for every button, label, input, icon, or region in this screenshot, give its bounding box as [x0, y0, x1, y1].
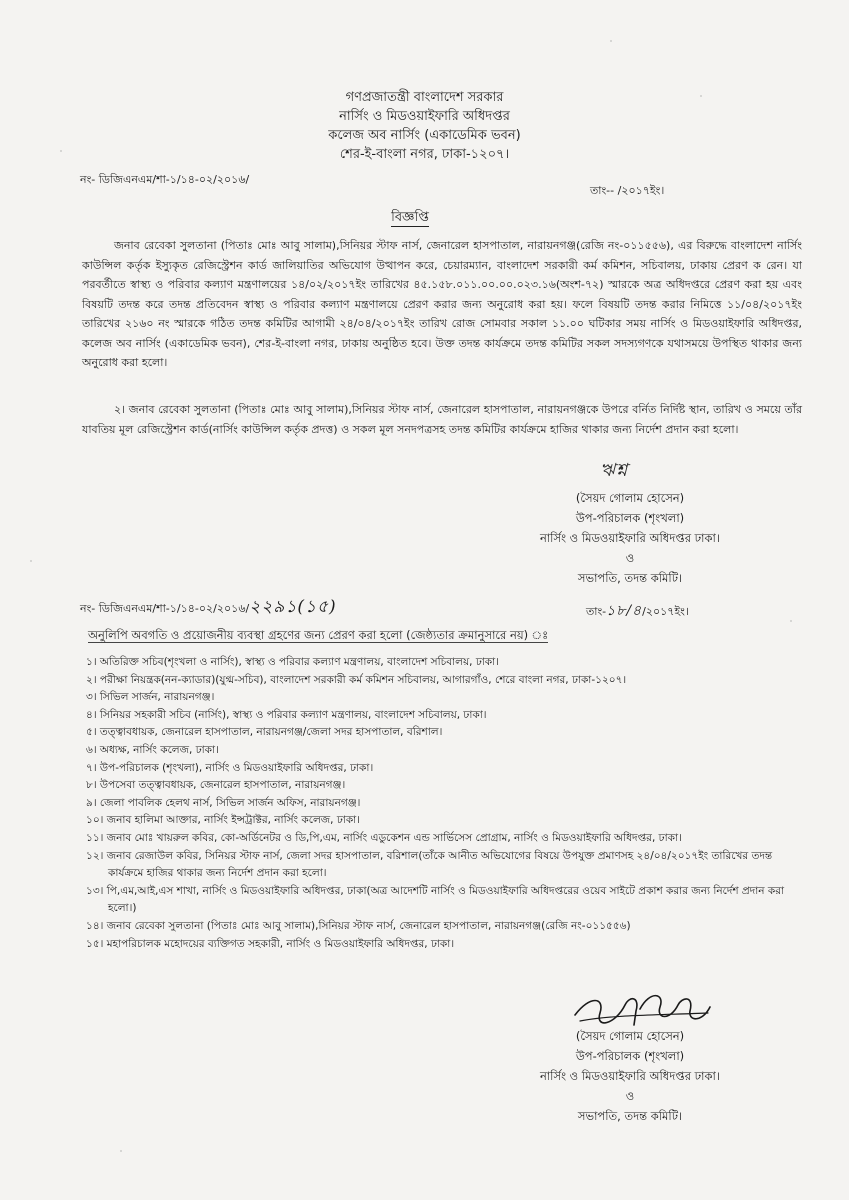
list-item: ১২। জনাব রেজাউল কবির, সিনিয়র স্টাফ নার্স, জেলা সদর হাসপাতাল, বরিশাল(তাঁকে আনীত অভিযোগের বিষয়ে উপযুক্ত প্রমাণসহ ২৪/০৪/২০১৭ইং তারিখের তদন্ত কার্যক্রমে হাজির থাকার জন্য নির্দেশ প্রদান করা হলো। — [86, 849, 773, 880]
copy-heading — [88, 627, 548, 646]
signatory-role: সভাপতি, তদন্ত কমিটি। — [577, 1109, 683, 1123]
signatory-role: সভাপতি, তদন্ত কমিটি। — [577, 571, 683, 585]
scan-speck — [790, 620, 792, 622]
signatory-office: নার্সিং ও মিডওয়াইফারি অধিদপ্তর ঢাকা। — [539, 1069, 721, 1083]
signatory-and: ও — [625, 1089, 635, 1103]
list-item: ৫। তত্ত্বাবধায়ক, জেনারেল হাসপাতাল, নারায়নগঞ্জ/জেলা সদর হাসপাতাল, বরিশাল। — [86, 726, 443, 739]
body-paragraph-1: জনাব রেবেকা সুলতানা (পিতাঃ মোঃ আবু সালাম),সিনিয়র স্টাফ নার্স, জেনারেল হাসপাতাল, নারায়নগঞ্জ(রেজি নং-০১১৫৫৬), এর বিরুদ্ধে বাংলাদেশ নার্সিং কাউন্সিল কর্তৃক ইস্যুকৃত রেজিস্ট্রেশন কার্ড জালিয়াতির অভিযোগ উত্থাপন করে, চেয়ারম্যান, বাংলাদেশ সরকারী কর্ম কমিশন, সচিবালয়, ঢাকায় প্রেরণ ক রেন। যা পরবর্তীতে স্বাস্থ্য ও পরিবার কল্যাণ মন্ত্রণালয়ের ১৪/০২/২০১৭ইং তারিখের ৪৫.১৫৮.০১১.০০.০০.০২৩.১৬(অংশ-৭২) স্মারকে অত্র অধিদপ্তরে প্রেরণ করা হয় এবং বিষয়টি তদন্ত করে তদন্ত প্রতিবেদন স্বাস্থ্য ও পরিবার কল্যাণ মন্ত্রণালয়ে প্রেরণ করার জন্য অনুরোধ করা হয়। ফলে বিষয়টি তদন্ত করার নিমিত্তে ১১/০৪/২০১৭ইং তারিখের ২১৬০ নং স্মারকে গঠিত তদন্ত কমিটির আগামী ২৪/০৪/২০১৭ইং তারিখ রোজ সোমবার সকাল ১১.০০ ঘটিকার সময় নার্সিং ও মিডওয়াইফারি অধিদপ্তর, কলেজ অব নার্সিং (একাডেমিক ভবন), শের-ই-বাংলা নগর, ঢাকায় অনুষ্ঠিত হবে। উক্ত তদন্ত কার্যক্রমে তদন্ত কমিটির সকল সদস্যগণকে যথাসময়ে উপস্থিত থাকার জন্য অনুরোধ করা হলো। — [82, 239, 802, 369]
body-paragraph-2: ২। জনাব রেবেকা সুলতানা (পিতাঃ মোঃ আবু সালাম),সিনিয়র স্টাফ নার্স, জেনারেল হাসপাতাল, নারায়নগঞ্জকে উপরে বর্নিত নির্দিষ্ট স্থান, তারিখ ও সময়ে তাঁর যাবতিয় মূল রেজিস্ট্রেশন কার্ড(নার্সিং কাউন্সিল কর্তৃক প্রদত্ত) ও সকল মূল সনদপত্রসহ তদন্ত কমিটির কার্যক্রমে হাজির থাকার জন্য নির্দেশ প্রদান করা হলো। — [82, 403, 802, 436]
list-item: ১১। জনাব মোঃ খায়রুল কবির, কো-অর্ডিনেটর ও ডি,পি,এম, নার্সিং এডুকেশন এন্ড সার্ভিসেস প্রোগ্রাম, নার্সিং ও মিডওয়াইফারি অধিদপ্তর, ঢাকা। — [86, 831, 682, 844]
scan-speck — [30, 560, 32, 562]
list-item: ২। পরীক্ষা নিয়ন্ত্রক(নন-ক্যাডার)(যুগ্ম-সচিব), বাংলাদেশ সরকারী কর্ম কমিশন সচিবালয়, আগারগাঁও, শেরে বাংলা নগর, ঢাকা-১২০৭। — [86, 673, 627, 686]
notice-title-text: বিজ্ঞপ্তি — [391, 210, 429, 225]
memo-number: নং- ডিজিএনএম/শা-১/১৪-০২/২০১৬/ — [80, 173, 250, 186]
signatory-designation: উপ-পরিচালক (শৃংখলা) — [575, 1049, 685, 1063]
list-item: ৭। উপ-পরিচালক (শৃংখলা), নার্সিং ও মিডওয়াইফারি অধিদপ্তর, ঢাকা। — [86, 761, 374, 774]
letterhead-line-government: গণপ্রজাতন্ত্রী বাংলাদেশ সরকার — [345, 90, 504, 105]
copy-memo-date — [586, 604, 689, 619]
signature-initial: ঋশ্ন — [600, 460, 629, 481]
copy-memo-number-handwritten: ২২৯১(১৫) — [249, 597, 337, 617]
letterhead — [0, 88, 849, 164]
list-item: ৬। অধ্যক্ষ, নার্সিং কলেজ, ঢাকা। — [86, 743, 219, 756]
list-item: ৮। উপসেবা তত্ত্বাবধায়ক, জেনারেল হাসপাতাল, নারায়নগঞ্জ। — [86, 779, 346, 792]
notice-title — [360, 208, 460, 229]
signatory-office: নার্সিং ও মিডওয়াইফারি অধিদপ্তর ঢাকা। — [539, 531, 721, 545]
distribution-list — [86, 654, 806, 953]
list-item: ১০। জনাব হালিমা আক্তার, নার্সিং ইন্সট্রাক্টর, নার্সিং কলেজ, ঢাকা। — [86, 814, 360, 827]
letterhead-line-college: কলেজ অব নার্সিং (একাডেমিক ভবন) — [328, 128, 521, 143]
copy-memo-number — [80, 597, 337, 617]
list-item: ১৩। পি,এম,আই,এস শাখা, নার্সিং ও মিডওয়াইফারি অধিদপ্তর, ঢাকা(অত্র আদেশটি নার্সিং ও মিডওয়াইফারি অধিদপ্তরের ওয়েব সাইটে প্রকাশ করার জন্য নির্দেশ প্রদান করা হলো।) — [86, 884, 785, 915]
copy-memo-date-handwritten: ১৮/৪ — [606, 603, 643, 619]
scan-speck — [610, 40, 612, 42]
signature-block-1 — [510, 488, 750, 588]
list-item: ৯। জেলা পাবলিক হেলথ নার্স, সিভিল সার্জন অফিস, নারায়নগঞ্জ। — [86, 796, 361, 809]
copy-memo-date-suffix: /২০১৭ইং। — [642, 605, 689, 618]
scan-speck — [120, 1150, 122, 1152]
copy-memo-number-printed: নং- ডিজিএনএম/শা-১/১৪-০২/২০১৬/ — [80, 602, 250, 615]
list-item: ১। অতিরিক্ত সচিব(শৃংখলা ও নার্সিং), স্বাস্থ্য ও পরিবার কল্যাণ মন্ত্রণালয়, বাংলাদেশ সচিবালয়, ঢাকা। — [86, 656, 499, 668]
signatory-designation: উপ-পরিচালক (শৃংখলা) — [575, 511, 685, 525]
list-item: ১৫। মহাপরিচালক মহোদয়ের ব্যক্তিগত সহকারী, নার্সিং ও মিডওয়াইফারি অধিদপ্তর, ঢাকা। — [86, 937, 455, 950]
copy-memo-date-prefix: তাং- — [586, 605, 607, 618]
signature-block-2 — [510, 1026, 750, 1126]
signatory-and: ও — [625, 551, 635, 565]
letterhead-line-address: শের-ই-বাংলা নগর, ঢাকা-১২০৭। — [339, 147, 510, 162]
letterhead-line-directorate: নার্সিং ও মিডওয়াইফারি অধিদপ্তর — [339, 109, 510, 124]
signatory-name: (সৈয়দ গোলাম হোসেন) — [575, 1029, 685, 1043]
memo-date: তাং-- /২০১৭ইং। — [590, 184, 665, 197]
list-item: ১৪। জনাব রেবেকা সুলতানা (পিতাঃ মোঃ আবু সালাম),সিনিয়র স্টাফ নার্স, জেনারেল হাসপাতাল, নারায়নগঞ্জ(রেজি নং-০১১৫৫৬) — [86, 919, 631, 932]
signatory-name: (সৈয়দ গোলাম হোসেন) — [575, 491, 685, 505]
list-item: ৩। সিভিল সার্জন, নারায়নগঞ্জ। — [86, 691, 215, 704]
list-item: ৪। সিনিয়র সহকারী সচিব (নার্সিং), স্বাস্থ্য ও পরিবার কল্যাণ মন্ত্রণালয়, বাংলাদেশ সচিবালয়, ঢাকা। — [86, 708, 487, 721]
copy-heading-text: অনুলিপি অবগতি ও প্রয়োজনীয় ব্যবস্থা গ্রহণের জন্য প্রেরণ করা হলো (জেষ্ঠ্যতার ক্রমানুসারে নয়) ঃ — [88, 628, 549, 642]
